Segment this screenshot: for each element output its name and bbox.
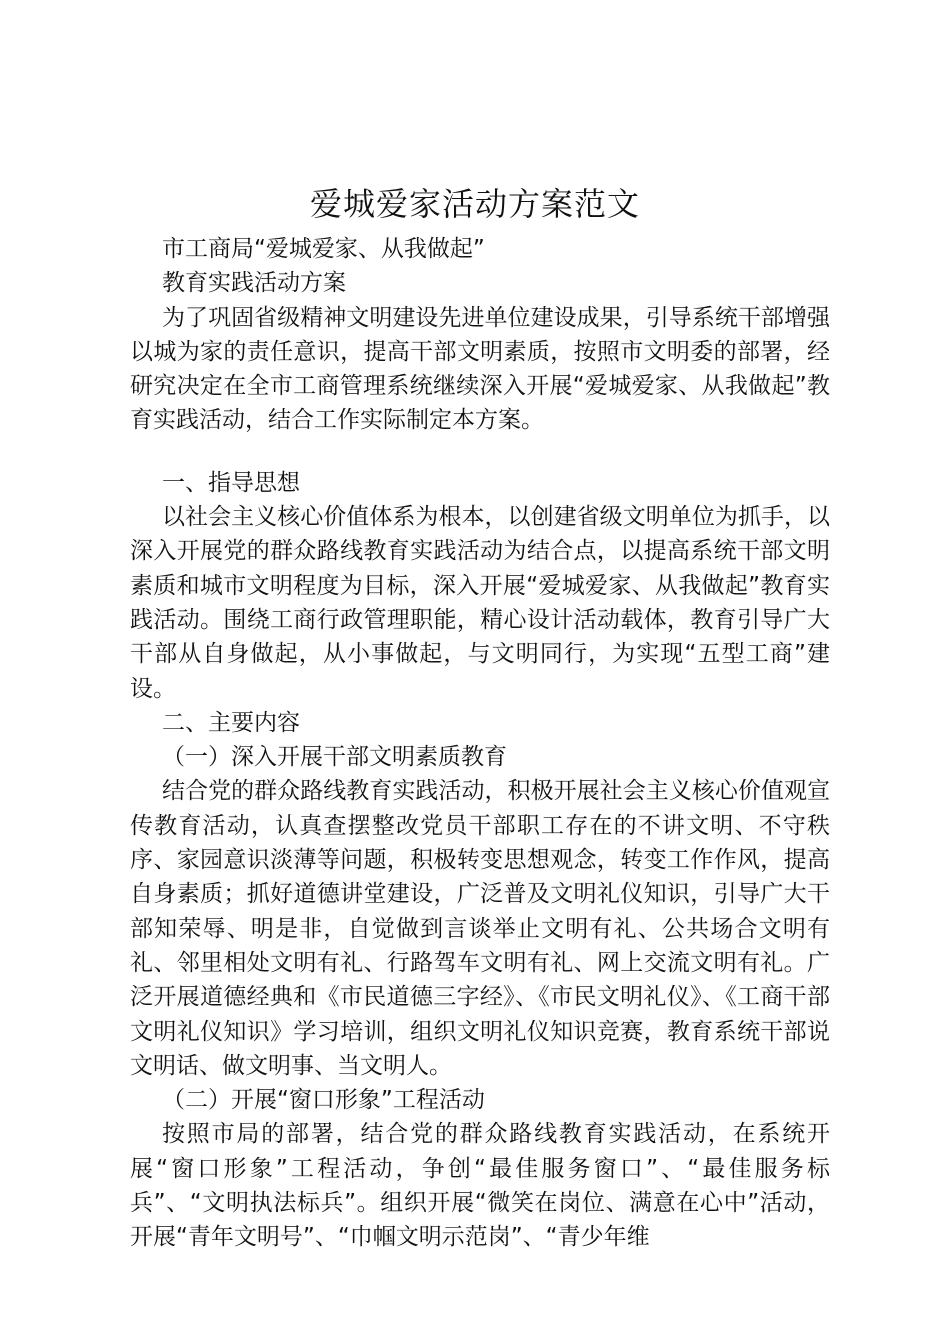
document-body bbox=[130, 232, 830, 1255]
subsection-heading-1: （一）深入开展干部文明素质教育 bbox=[162, 744, 507, 771]
paragraph-subsection-1: 结合党的群众路线教育实践活动，积极开展社会主义核心价值观宣传教育活动，认真查摆整改党员干部职工存在的不讲文明、不守秩序、家园意识淡薄等问题，积极转变思想观念，转变工作作风，提高自身素质；抓好道德讲堂建设，广泛普及文明礼仪知识，引导广大干部知荣辱、明是非，自觉做到言谈举止文明有礼、公共场合文明有礼、邻里相处文明有礼、行路驾车文明有礼、网上交流文明有礼。广泛开展道德经典和《市民道德三字经》、《市民文明礼仪》、《工商干部文明礼仪知识》学习培训，组织文明礼仪知识竞赛，教育系统干部说文明话、做文明事、当文明人。 bbox=[130, 778, 830, 1079]
section-heading-main-content: 二、主要内容 bbox=[162, 709, 300, 736]
document-title: 爱城爱家活动方案范文 bbox=[309, 185, 640, 223]
subsection-heading-2: （二）开展“窗口形象”工程活动 bbox=[162, 1087, 485, 1114]
section-heading-guiding-thought: 一、指导思想 bbox=[162, 469, 300, 496]
paragraph-guiding-thought: 以社会主义核心价值体系为根本，以创建省级文明单位为抓手，以深入开展党的群众路线教育实践活动为结合点，以提高系统干部文明素质和城市文明程度为目标，深入开展“爱城爱家、从我做起”教育实践活动。围绕工商行政管理职能，精心设计活动载体，教育引导广大干部从自身做起，从小事做起，与文明同行，为实现“五型工商”建设。 bbox=[130, 504, 830, 702]
paragraph-intro: 为了巩固省级精神文明建设先进单位建设成果，引导系统干部增强以城为家的责任意识，提高干部文明素质，按照市文明委的部署，经研究决定在全市工商管理系统继续深入开展“爱城爱家、从我做起”教育实践活动，结合工作实际制定本方案。 bbox=[130, 304, 830, 434]
paragraph-subsection-2: 按照市局的部署，结合党的群众路线教育实践活动，在系统开展“窗口形象”工程活动，争创“最佳服务窗口”、“最佳服务标兵”、“文明执法标兵”。组织开展“微笑在岗位、满意在心中”活动，开展“青年文明号”、“巾帼文明示范岗”、“青少年维 bbox=[130, 1121, 830, 1251]
paragraph-heading-line-1: 市工商局“爱城爱家、从我做起” bbox=[162, 236, 485, 262]
paragraph-heading-line-2: 教育实践活动方案 bbox=[162, 270, 346, 297]
